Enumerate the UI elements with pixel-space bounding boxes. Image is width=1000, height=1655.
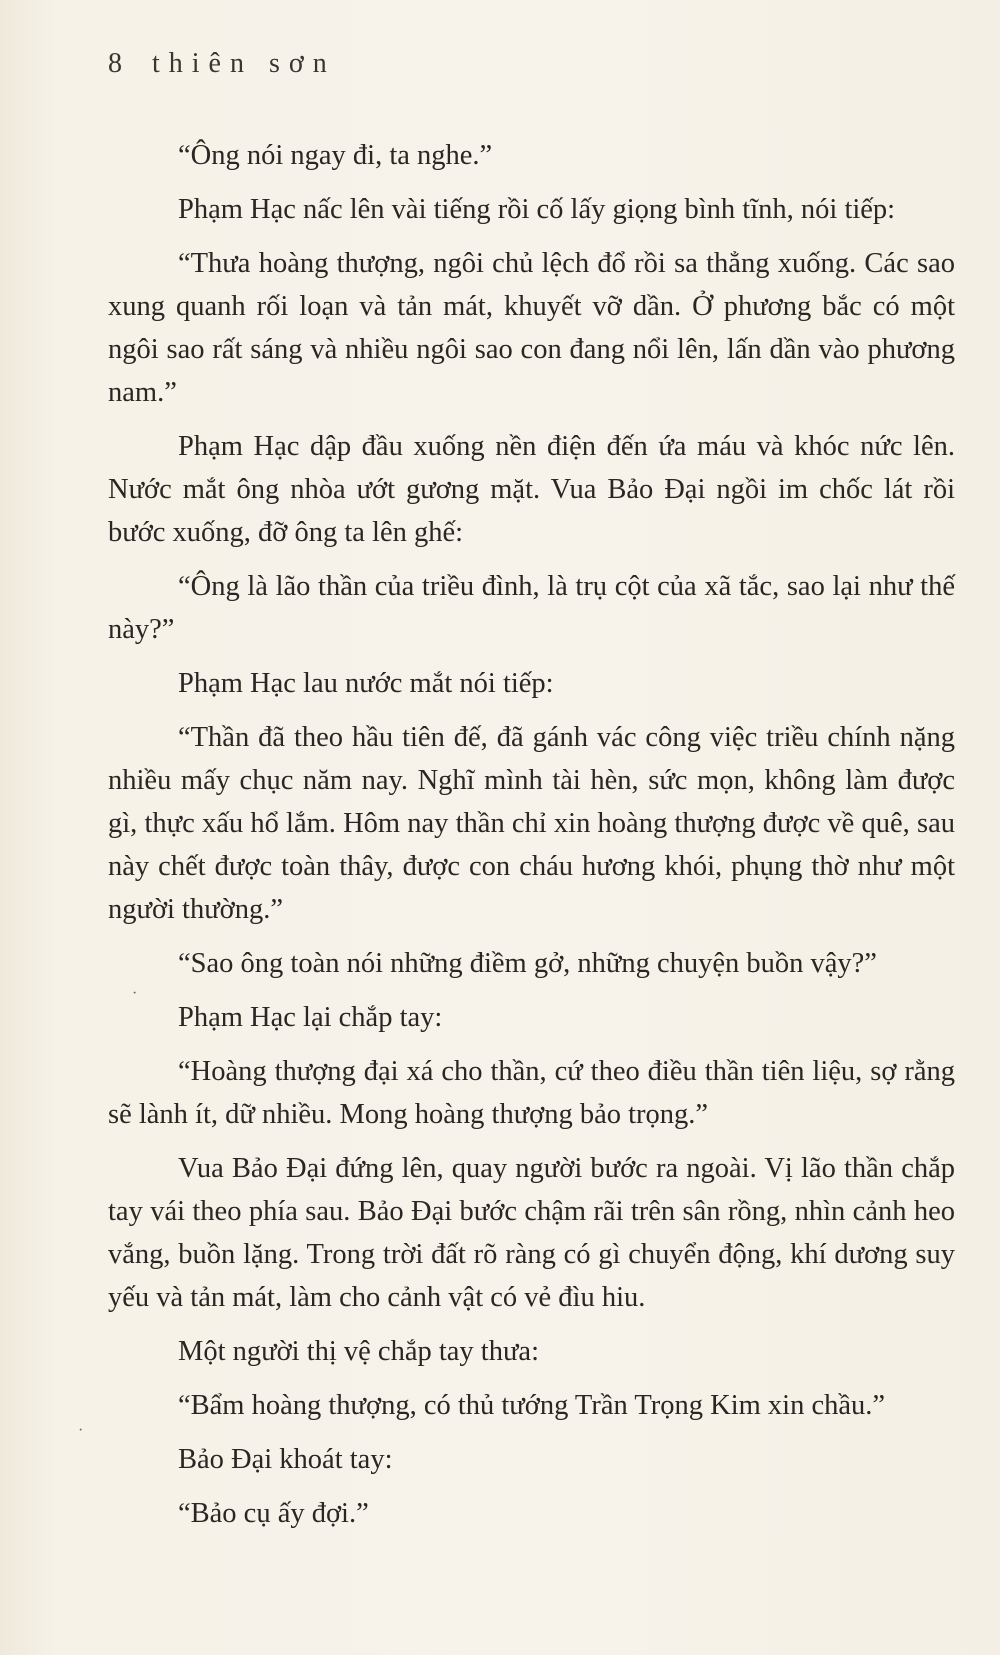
running-title: thiên sơn xyxy=(152,48,336,79)
speck-mark: · xyxy=(78,1422,84,1439)
paragraph: “Thần đã theo hầu tiên đế, đã gánh vác công việc triều chính nặng nhiều mấy chục năm nay. Nghĩ mình tài hèn, sức mọn, không làm được gì, thực xấu hổ lắm. Hôm nay thần chỉ xin hoàng thượng được về quê, sau này chết được toàn thây, được con cháu hương khói, phụng thờ như một người thường.” xyxy=(108,722,955,925)
paragraph: Phạm Hạc lau nước mắt nói tiếp: xyxy=(178,668,554,699)
paragraph: Vua Bảo Đại đứng lên, quay người bước ra ngoài. Vị lão thần chắp tay vái theo phía sau. Bảo Đại bước chậm rãi trên sân rồng, nhìn cảnh heo vắng, buồn lặng. Trong trời đất rõ ràng có gì chuyển động, khí dương suy yếu và tản mát, làm cho cảnh vật có vẻ đìu hiu. xyxy=(108,1153,955,1313)
paragraph: “Hoàng thượng đại xá cho thần, cứ theo điều thần tiên liệu, sợ rằng sẽ lành ít, dữ nhiều. Mong hoàng thượng bảo trọng.” xyxy=(108,1056,955,1130)
body-text xyxy=(108,134,955,1546)
paragraph: “Bẩm hoàng thượng, có thủ tướng Trần Trọng Kim xin chầu.” xyxy=(178,1390,886,1421)
paragraph: “Ông là lão thần của triều đình, là trụ cột của xã tắc, sao lại như thế này?” xyxy=(108,571,955,645)
paragraph: “Sao ông toàn nói những điềm gở, những chuyện buồn vậy?” xyxy=(178,948,877,979)
paragraph: Phạm Hạc dập đầu xuống nền điện đến ứa máu và khóc nức lên. Nước mắt ông nhòa ướt gương mặt. Vua Bảo Đại ngồi im chốc lát rồi bước xuống, đỡ ông ta lên ghế: xyxy=(108,431,955,548)
running-header xyxy=(108,48,336,80)
paragraph: “Ông nói ngay đi, ta nghe.” xyxy=(178,140,493,171)
page-number: 8 xyxy=(108,48,122,79)
paragraph: “Bảo cụ ấy đợi.” xyxy=(178,1498,369,1529)
paragraph: Phạm Hạc lại chắp tay: xyxy=(178,1002,443,1033)
paragraph: Phạm Hạc nấc lên vài tiếng rồi cố lấy giọng bình tĩnh, nói tiếp: xyxy=(178,194,896,225)
paragraph: “Thưa hoàng thượng, ngôi chủ lệch đổ rồi sa thẳng xuống. Các sao xung quanh rối loạn và tản mát, khuyết vỡ dần. Ở phương bắc có một ngôi sao rất sáng và nhiều ngôi sao con đang nổi lên, lấn dần vào phương nam.” xyxy=(108,248,955,408)
paragraph: Một người thị vệ chắp tay thưa: xyxy=(178,1336,539,1367)
speck-mark: · xyxy=(132,985,138,1002)
paragraph: Bảo Đại khoát tay: xyxy=(178,1444,393,1475)
